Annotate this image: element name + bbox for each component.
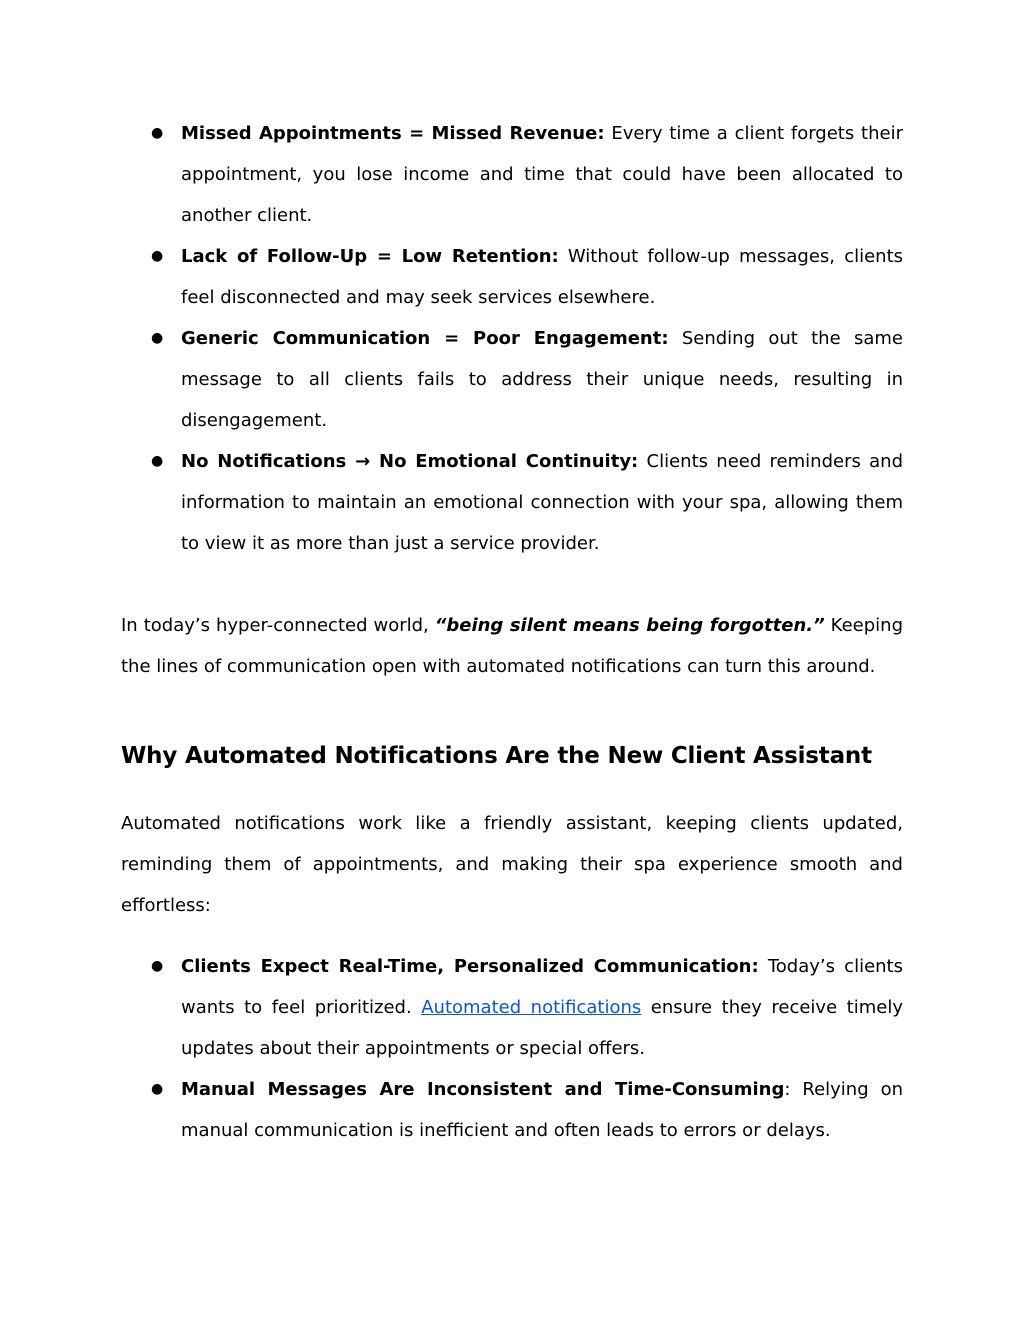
item-text: Today’s clients wants to feel prioritized.: [181, 956, 903, 1018]
reasons-list: [121, 946, 903, 1151]
item-text: Clients need reminders and information to maintain an emotional connection with your spa, allowing them to view it as more than just a service provider.: [181, 451, 903, 554]
paragraph-text: In today’s hyper-connected world,: [121, 615, 435, 636]
item-lead: Clients Expect Real-Time, Personalized Communication:: [181, 956, 759, 977]
bullet-icon: ●: [151, 125, 164, 141]
paragraph-text: Keeping the lines of communication open with automated notifications can turn this around.: [121, 615, 903, 677]
item-text: ensure they receive timely updates about their appointments or special offers.: [181, 997, 903, 1059]
list-item: [121, 1069, 903, 1151]
bullet-icon: ●: [151, 453, 164, 469]
problems-list: [121, 113, 903, 564]
silence-paragraph: [121, 605, 903, 687]
bullet-icon: ●: [151, 1081, 164, 1097]
section-heading: Why Automated Notifications Are the New Client Assistant: [121, 743, 872, 769]
list-item: [121, 318, 903, 441]
emphasis-quote: “being silent means being forgotten.”: [434, 615, 825, 636]
bullet-icon: ●: [151, 958, 164, 974]
list-item: [121, 113, 903, 236]
list-item: [121, 236, 903, 318]
item-text: Sending out the same message to all clients fails to address their unique needs, resulting in disengagement.: [181, 328, 903, 431]
document-page: [121, 113, 903, 1151]
item-lead: Lack of Follow-Up = Low Retention:: [181, 246, 559, 267]
automated-notifications-link[interactable]: Automated notifications: [421, 997, 642, 1018]
item-lead: Generic Communication = Poor Engagement:: [181, 328, 669, 349]
item-lead: No Notifications → No Emotional Continuity:: [181, 451, 639, 472]
list-item: [121, 946, 903, 1069]
item-text: Every time a client forgets their appointment, you lose income and time that could have been allocated to another client.: [181, 123, 903, 226]
item-text: Without follow-up messages, clients feel disconnected and may seek services elsewhere.: [181, 246, 904, 308]
item-lead: Missed Appointments = Missed Revenue:: [181, 123, 605, 144]
bullet-icon: ●: [151, 330, 164, 346]
list-item: [121, 441, 903, 564]
bullet-icon: ●: [151, 248, 164, 264]
item-text: : Relying on manual communication is inefficient and often leads to errors or delays.: [181, 1079, 903, 1141]
intro-paragraph: Automated notifications work like a friendly assistant, keeping clients updated, reminding them of appointments, and making their spa experience smooth and effortless:: [121, 813, 903, 916]
item-lead: Manual Messages Are Inconsistent and Time-Consuming: [181, 1079, 785, 1100]
